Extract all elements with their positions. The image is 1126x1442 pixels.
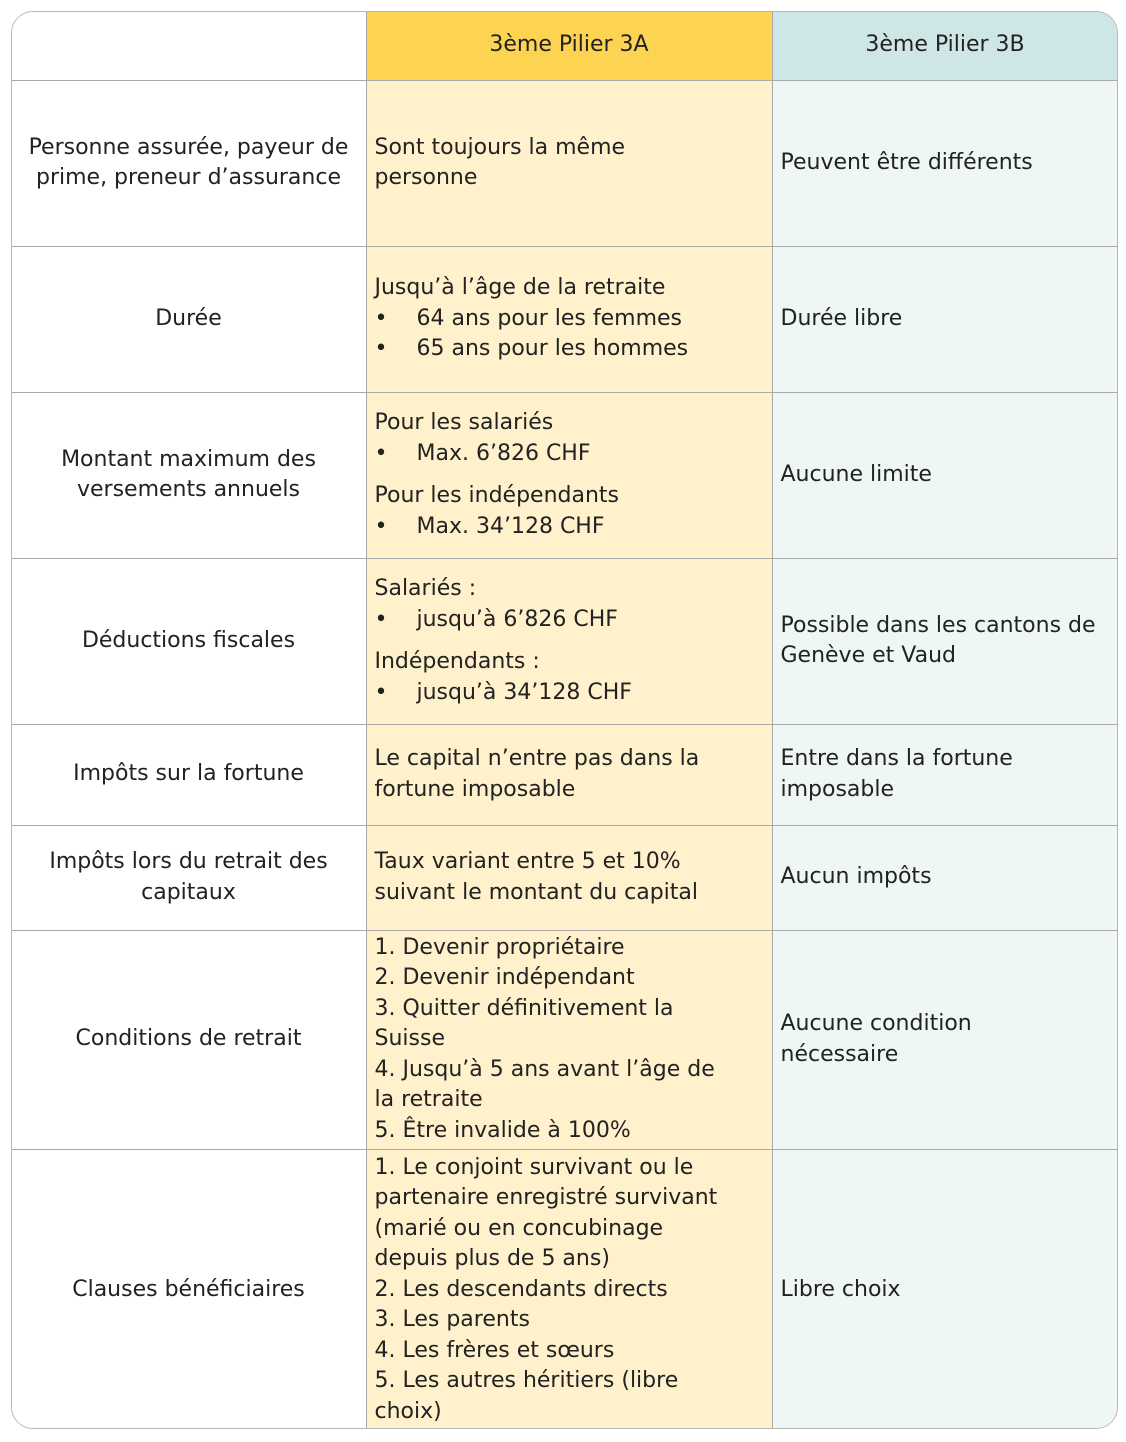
list-item: 4. Jusqu’à 5 ans avant l’âge de xyxy=(374,1056,715,1082)
table-row xyxy=(11,1149,1118,1429)
cell-line: Le capital n’entre pas dans la xyxy=(374,746,700,771)
header-row xyxy=(11,11,1118,80)
cell-line: Sont toujours la même xyxy=(374,134,626,160)
cell-line: Possible dans les cantons de xyxy=(780,612,1096,638)
list-item: depuis plus de 5 ans) xyxy=(374,1246,610,1272)
pilier-3a-cell xyxy=(366,80,772,246)
pilier-3a-cell xyxy=(366,246,772,392)
cell-line: suivant le montant du capital xyxy=(374,879,699,905)
table-row xyxy=(11,724,1118,825)
cell-line: personne xyxy=(374,165,478,190)
bullet-text: 64 ans pour les femmes xyxy=(416,305,683,331)
cell-line: Pour les indépendants xyxy=(374,483,620,508)
bullet-icon: • xyxy=(374,679,388,705)
table-row xyxy=(11,392,1118,558)
table-row xyxy=(11,930,1118,1149)
list-item: 5. Être invalide à 100% xyxy=(374,1117,631,1143)
pilier-3a-cell xyxy=(366,930,772,1149)
cell-line: imposable xyxy=(780,776,895,802)
pilier-3b-cell: Peuvent être différents xyxy=(772,80,1118,246)
table-row xyxy=(11,825,1118,930)
table-row xyxy=(11,558,1118,724)
bullet-icon: • xyxy=(374,440,388,466)
list-item: (marié ou en concubinage xyxy=(374,1215,664,1241)
list-item: 2. Devenir indépendant xyxy=(374,965,635,991)
bullet-item xyxy=(375,605,764,636)
bullet-text: Max. 6’826 CHF xyxy=(416,440,591,466)
bullet-text: jusqu’à 6’826 CHF xyxy=(416,606,618,632)
bullet-icon: • xyxy=(374,336,388,362)
cell-line: Pour les salariés xyxy=(374,410,554,435)
row-label: Impôts sur la fortune xyxy=(11,724,366,825)
cell-line: Indépendants : xyxy=(374,649,540,674)
bullet-item xyxy=(375,512,764,543)
list-item: la retraite xyxy=(374,1087,483,1113)
bullet-item xyxy=(375,439,764,470)
cell-line: Entre dans la fortune xyxy=(780,746,1013,771)
pilier-3a-cell xyxy=(366,724,772,825)
header-pilier-3b: 3ème Pilier 3B xyxy=(772,11,1118,80)
row-label: Personne assurée, payeur de prime, preneur d’assurance xyxy=(11,80,366,246)
cell-line: fortune imposable xyxy=(374,776,576,802)
pilier-3a-cell xyxy=(366,558,772,724)
row-label: Durée xyxy=(11,246,366,392)
pilier-3a-cell xyxy=(366,1149,772,1429)
row-label: Clauses bénéficiaires xyxy=(11,1149,366,1429)
row-label: Montant maximum des versements annuels xyxy=(11,392,366,558)
cell-line: Genève et Vaud xyxy=(780,643,956,668)
bullet-text: 65 ans pour les hommes xyxy=(416,336,689,362)
pilier-3a-cell xyxy=(366,825,772,930)
list-item: 1. Le conjoint survivant ou le xyxy=(374,1154,694,1180)
pilier-3b-cell: Aucune limite xyxy=(772,392,1118,558)
pilier-3a-cell xyxy=(366,392,772,558)
table-row xyxy=(11,246,1118,392)
bullet-text: jusqu’à 34’128 CHF xyxy=(416,679,632,705)
list-item: 2. Les descendants directs xyxy=(374,1276,668,1302)
header-pilier-3a: 3ème Pilier 3A xyxy=(366,11,772,80)
list-item: 4. Les frères et sœurs xyxy=(374,1337,615,1363)
list-item: Suisse xyxy=(374,1026,445,1052)
cell-line: Jusqu’à l’âge de la retraite xyxy=(374,275,666,301)
comparison-table-frame xyxy=(11,11,1118,1429)
cell-line: Salariés : xyxy=(374,576,477,601)
bullet-item xyxy=(375,304,764,335)
cell-line: Aucune condition xyxy=(780,1011,972,1036)
bullet-text: Max. 34’128 CHF xyxy=(416,513,605,539)
row-label: Conditions de retrait xyxy=(11,930,366,1149)
list-item: 3. Quitter définitivement la xyxy=(374,995,674,1021)
bullet-item xyxy=(375,334,764,365)
pilier-3b-cell: Libre choix xyxy=(772,1149,1118,1429)
header-empty-cell xyxy=(11,11,366,80)
cell-line: nécessaire xyxy=(780,1041,899,1067)
pilier-3b-cell: Durée libre xyxy=(772,246,1118,392)
pilier-3b-cell: Aucun impôts xyxy=(772,825,1118,930)
table-row xyxy=(11,80,1118,246)
pilier-3b-cell xyxy=(772,724,1118,825)
list-item: 1. Devenir propriétaire xyxy=(374,934,625,960)
cell-line: Taux variant entre 5 et 10% xyxy=(374,849,681,874)
pilier-3b-cell xyxy=(772,558,1118,724)
row-label: Impôts lors du retrait des capitaux xyxy=(11,825,366,930)
list-item: partenaire enregistré survivant xyxy=(374,1185,718,1211)
bullet-icon: • xyxy=(374,606,388,632)
pilier-3b-cell xyxy=(772,930,1118,1149)
row-label: Déductions fiscales xyxy=(11,558,366,724)
list-item: 5. Les autres héritiers (libre xyxy=(374,1368,679,1394)
list-item: choix) xyxy=(374,1398,442,1424)
bullet-icon: • xyxy=(374,305,388,331)
bullet-icon: • xyxy=(374,513,388,539)
list-item: 3. Les parents xyxy=(374,1307,530,1333)
bullet-item xyxy=(375,678,764,709)
comparison-table xyxy=(11,11,1118,1429)
